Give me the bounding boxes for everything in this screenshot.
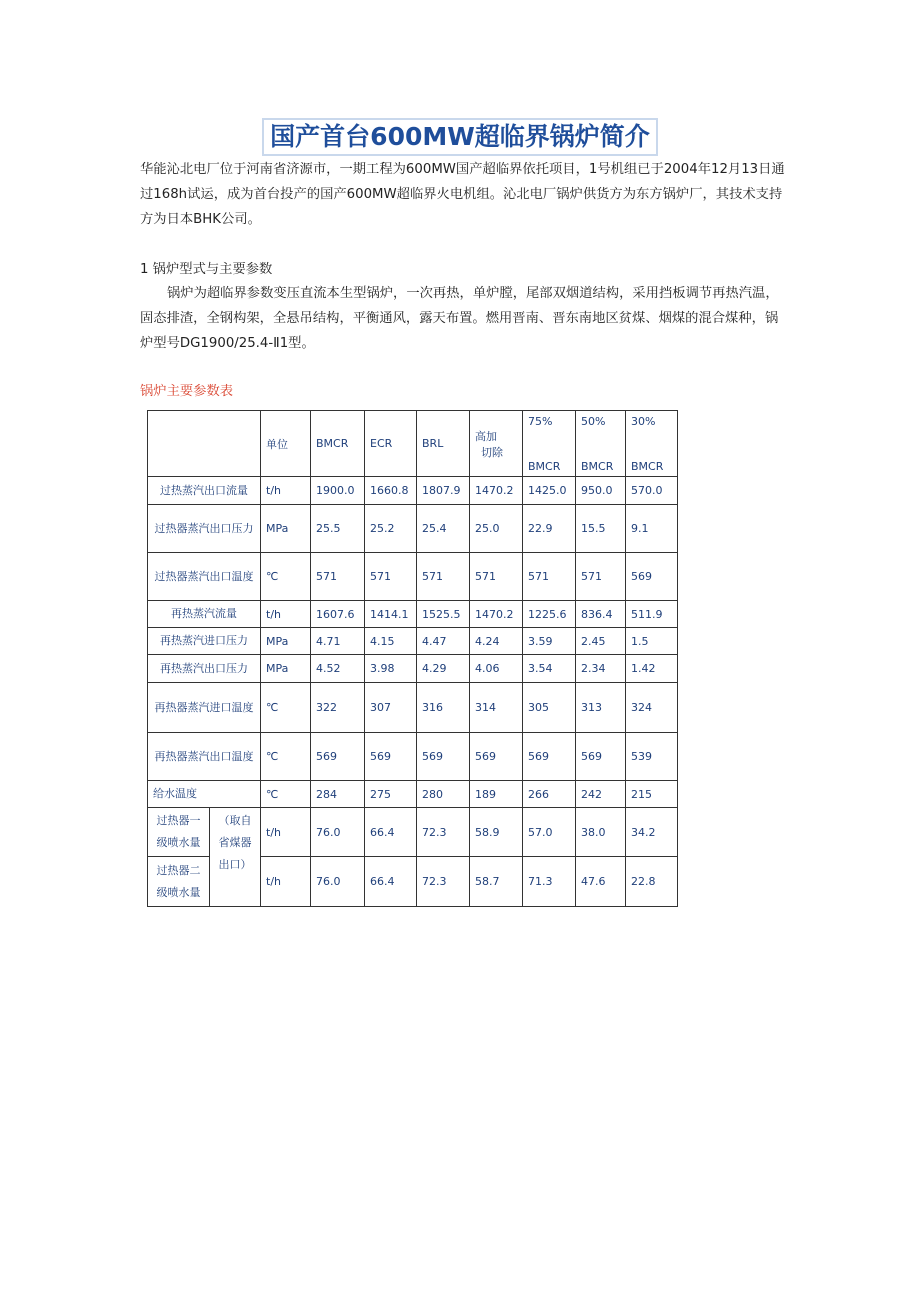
table-header-row [148, 411, 678, 477]
intro-paragraph: 华能沁北电厂位于河南省济源市，一期工程为600MW国产超临界依托项目，1号机组已于2004年12月13日通过168h试运，成为首台投产的国产600MW超临界火电机组。沁北电厂锅炉供货方为东方锅炉厂，其技术支持方为日本BHK公司。 [140, 162, 785, 227]
section-body: 锅炉为超临界参数变压直流本生型锅炉，一次再热，单炉膛，尾部双烟道结构，采用挡板调节再热汽温，固态排渣，全钢构架，全悬吊结构，平衡通风，露天布置。燃用晋南、晋东南地区贫煤、烟煤的混合煤种，锅炉型号DG1900/25.4-Ⅱ1型。 [140, 286, 779, 351]
table-row: 给水温度 ℃ 284 275 280 189 266 242 215 [148, 781, 678, 808]
table-row: 再热器蒸汽出口温度 ℃ 569 569 569 569 569 569 539 [148, 733, 678, 781]
header-blank [148, 411, 261, 477]
spray-source-note: （取自省煤器出口） [210, 808, 261, 907]
header-50: 50% BMCR [576, 411, 626, 477]
header-30: 30% BMCR [626, 411, 678, 477]
table-row: 过热器蒸汽出口压力 MPa 25.5 25.2 25.4 25.0 22.9 15.5 9.1 [148, 505, 678, 553]
table-row: 过热器一级喷水量 （取自省煤器出口） t/h 76.0 66.4 72.3 58.9 57.0 38.0 34.2 [148, 808, 678, 857]
parameter-table [147, 410, 678, 907]
header-ecr: ECR [365, 411, 417, 477]
table-title: 锅炉主要参数表 [140, 384, 234, 399]
table-row: 再热器蒸汽进口温度 ℃ 322 307 316 314 305 313 324 [148, 683, 678, 733]
table-row: 过热器二级喷水量 t/h 76.0 66.4 72.3 58.7 71.3 47.6 22.8 [148, 857, 678, 907]
table-row: 过热蒸汽出口流量 t/h 1900.0 1660.8 1807.9 1470.2 1425.0 950.0 570.0 [148, 477, 678, 505]
header-brl: BRL [417, 411, 470, 477]
table-row: 过热器蒸汽出口温度 ℃ 571 571 571 571 571 571 569 [148, 553, 678, 601]
section-heading: 1 锅炉型式与主要参数 [140, 262, 273, 277]
document-title: 国产首台600MW超临界锅炉简介 [262, 118, 658, 156]
header-hp-cut: 高加 切除 [470, 411, 523, 477]
header-unit: 单位 [261, 411, 311, 477]
header-bmcr: BMCR [311, 411, 365, 477]
table-row: 再热蒸汽流量 t/h 1607.6 1414.1 1525.5 1470.2 1225.6 836.4 511.9 [148, 601, 678, 628]
header-75: 75% BMCR [523, 411, 576, 477]
table-row: 再热蒸汽出口压力 MPa 4.52 3.98 4.29 4.06 3.54 2.34 1.42 [148, 655, 678, 683]
table-row: 再热蒸汽进口压力 MPa 4.71 4.15 4.47 4.24 3.59 2.45 1.5 [148, 628, 678, 655]
